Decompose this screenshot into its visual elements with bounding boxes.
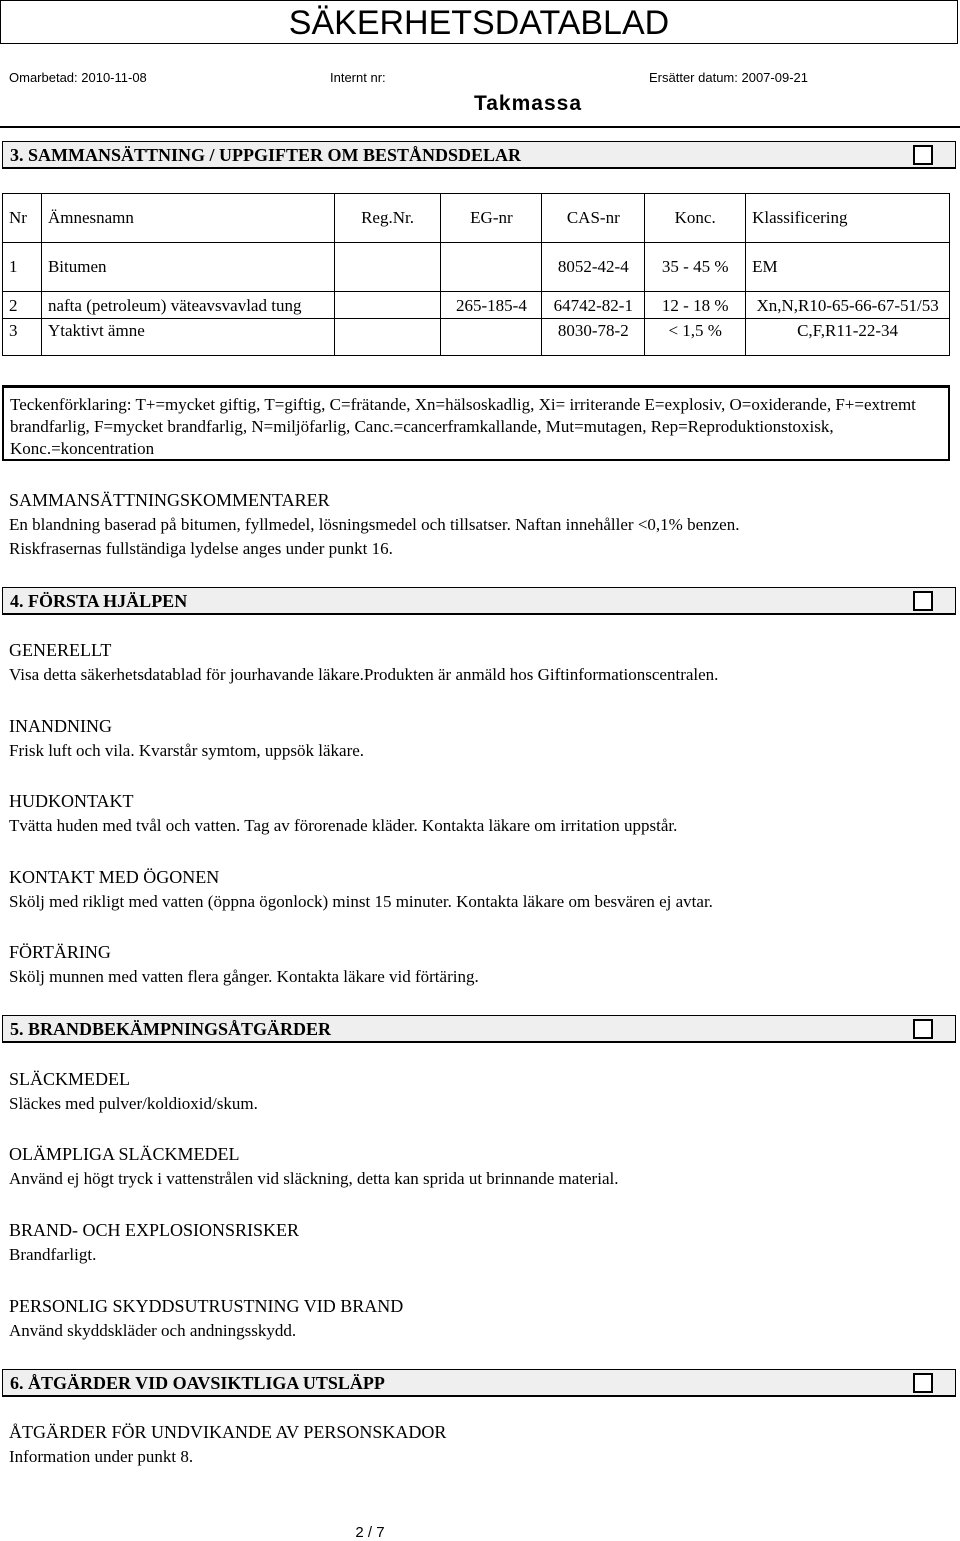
checkbox-icon [913, 145, 933, 165]
composition-comments-text: Riskfrasernas fullständiga lydelse anges under punkt 16. [9, 539, 393, 558]
fire-risks-heading: BRAND- OCH EXPLOSIONSRISKER [9, 1220, 300, 1240]
column-header: Ämnesnamn [41, 194, 334, 243]
table-cell: 35 - 45 % [645, 243, 746, 292]
table-cell: C,F,R11-22-34 [746, 319, 950, 356]
table-cell: Xn,N,R10-65-66-67-51/53 [746, 292, 950, 319]
table-cell [334, 292, 441, 319]
fire-risks-text: Brandfarligt. [9, 1245, 97, 1264]
section-3-heading: 3. SAMMANSÄTTNING / UPPGIFTER OM BESTÅNDSDELAR [10, 145, 522, 165]
unsuitable-media-text: Använd ej högt tryck i vattenstrålen vid släckning, detta kan sprida ut brinnande material. [9, 1169, 619, 1188]
internal-number: Internt nr: [330, 70, 386, 85]
extinguishing-media-text: Släckes med pulver/koldioxid/skum. [9, 1094, 258, 1113]
table-cell: 2 [3, 292, 42, 319]
composition-comments-text: En blandning baserad på bitumen, fyllmedel, lösningsmedel och tillsatser. Naftan innehåller <0,1% benzen. [9, 515, 740, 534]
table-cell [441, 243, 542, 292]
table-cell: 1 [3, 243, 42, 292]
checkbox-icon [913, 1019, 933, 1039]
page-number: 2 / 7 [355, 1524, 385, 1541]
revised-date: Omarbetad: 2010-11-08 [9, 70, 147, 85]
table-cell: 8030-78-2 [542, 319, 645, 356]
table-cell [441, 319, 542, 356]
column-header: Reg.Nr. [334, 194, 441, 243]
section-4-bar [2, 587, 956, 615]
column-header: CAS-nr [542, 194, 645, 243]
replaces-date: Ersätter datum: 2007-09-21 [649, 70, 808, 85]
table-row [3, 243, 950, 292]
eye-contact-text: Skölj med rikligt med vatten (öppna ögonlock) minst 15 minuter. Kontakta läkare om besvären ej avtar. [9, 892, 713, 911]
table-row [3, 319, 950, 356]
section-5-heading: 5. BRANDBEKÄMPNINGSÅTGÄRDER [10, 1019, 332, 1039]
checkbox-icon [913, 1373, 933, 1393]
table-cell: Ytaktivt ämne [41, 319, 334, 356]
table-cell: nafta (petroleum) väteavsvavlad tung [41, 292, 334, 319]
section-6-bar [2, 1369, 956, 1397]
section-5-bar [2, 1015, 956, 1043]
table-cell: Bitumen [41, 243, 334, 292]
skin-contact-heading: HUDKONTAKT [9, 791, 134, 811]
column-header: Konc. [645, 194, 746, 243]
general-heading: GENERELLT [9, 640, 112, 660]
table-cell: 12 - 18 % [645, 292, 746, 319]
document-title: SÄKERHETSDATABLAD [0, 0, 958, 44]
table-cell: EM [746, 243, 950, 292]
unsuitable-media-heading: OLÄMPLIGA SLÄCKMEDEL [9, 1144, 240, 1164]
personal-precautions-heading: ÅTGÄRDER FÖR UNDVIKANDE AV PERSONSKADOR [9, 1422, 447, 1442]
general-text: Visa detta säkerhetsdatablad för jourhavande läkare.Produkten är anmäld hos Giftinformationscentralen. [9, 665, 719, 684]
column-header: EG-nr [441, 194, 542, 243]
inhalation-heading: INANDNING [9, 716, 112, 736]
table-cell [334, 319, 441, 356]
personal-precautions-text: Information under punkt 8. [9, 1447, 194, 1466]
section-6-heading: 6. ÅTGÄRDER VID OAVSIKTLIGA UTSLÄPP [10, 1373, 385, 1393]
ingestion-text: Skölj munnen med vatten flera gånger. Kontakta läkare vid förtäring. [9, 967, 479, 986]
skin-contact-text: Tvätta huden med tvål och vatten. Tag av förorenade kläder. Kontakta läkare om irritation uppstår. [9, 816, 678, 835]
header-rule [0, 126, 960, 128]
product-name: Takmassa [473, 92, 583, 115]
table-cell: 8052-42-4 [542, 243, 645, 292]
table-cell: 64742-82-1 [542, 292, 645, 319]
fire-ppe-text: Använd skyddskläder och andningsskydd. [9, 1321, 297, 1340]
abbreviation-legend: Teckenförklaring: T+=mycket giftig, T=giftig, C=frätande, Xn=hälsoskadlig, Xi= irriterande E=explosiv, O=oxiderande, F+=extremt brandfarlig, F=mycket brandfarlig, N=miljöfarlig, Canc.=cancerframkallande, Mut=mutagen, Rep=Reproduktionstoxisk, Konc.=koncentration [2, 385, 950, 461]
ingestion-heading: FÖRTÄRING [9, 942, 111, 962]
section-4-heading: 4. FÖRSTA HJÄLPEN [10, 591, 188, 611]
column-header: Nr [3, 194, 42, 243]
table-cell: 3 [3, 319, 42, 356]
table-row [3, 292, 950, 319]
checkbox-icon [913, 591, 933, 611]
composition-comments-heading: SAMMANSÄTTNINGSKOMMENTARER [9, 490, 330, 510]
table-cell [334, 243, 441, 292]
inhalation-text: Frisk luft och vila. Kvarstår symtom, uppsök läkare. [9, 741, 365, 760]
extinguishing-media-heading: SLÄCKMEDEL [9, 1069, 130, 1089]
fire-ppe-heading: PERSONLIG SKYDDSUTRUSTNING VID BRAND [9, 1296, 404, 1316]
eye-contact-heading: KONTAKT MED ÖGONEN [9, 867, 220, 887]
table-cell: < 1,5 % [645, 319, 746, 356]
column-header: Klassificering [746, 194, 950, 243]
composition-table [2, 193, 950, 356]
table-header-row [3, 194, 950, 243]
section-3-bar [2, 141, 956, 169]
table-cell: 265-185-4 [441, 292, 542, 319]
